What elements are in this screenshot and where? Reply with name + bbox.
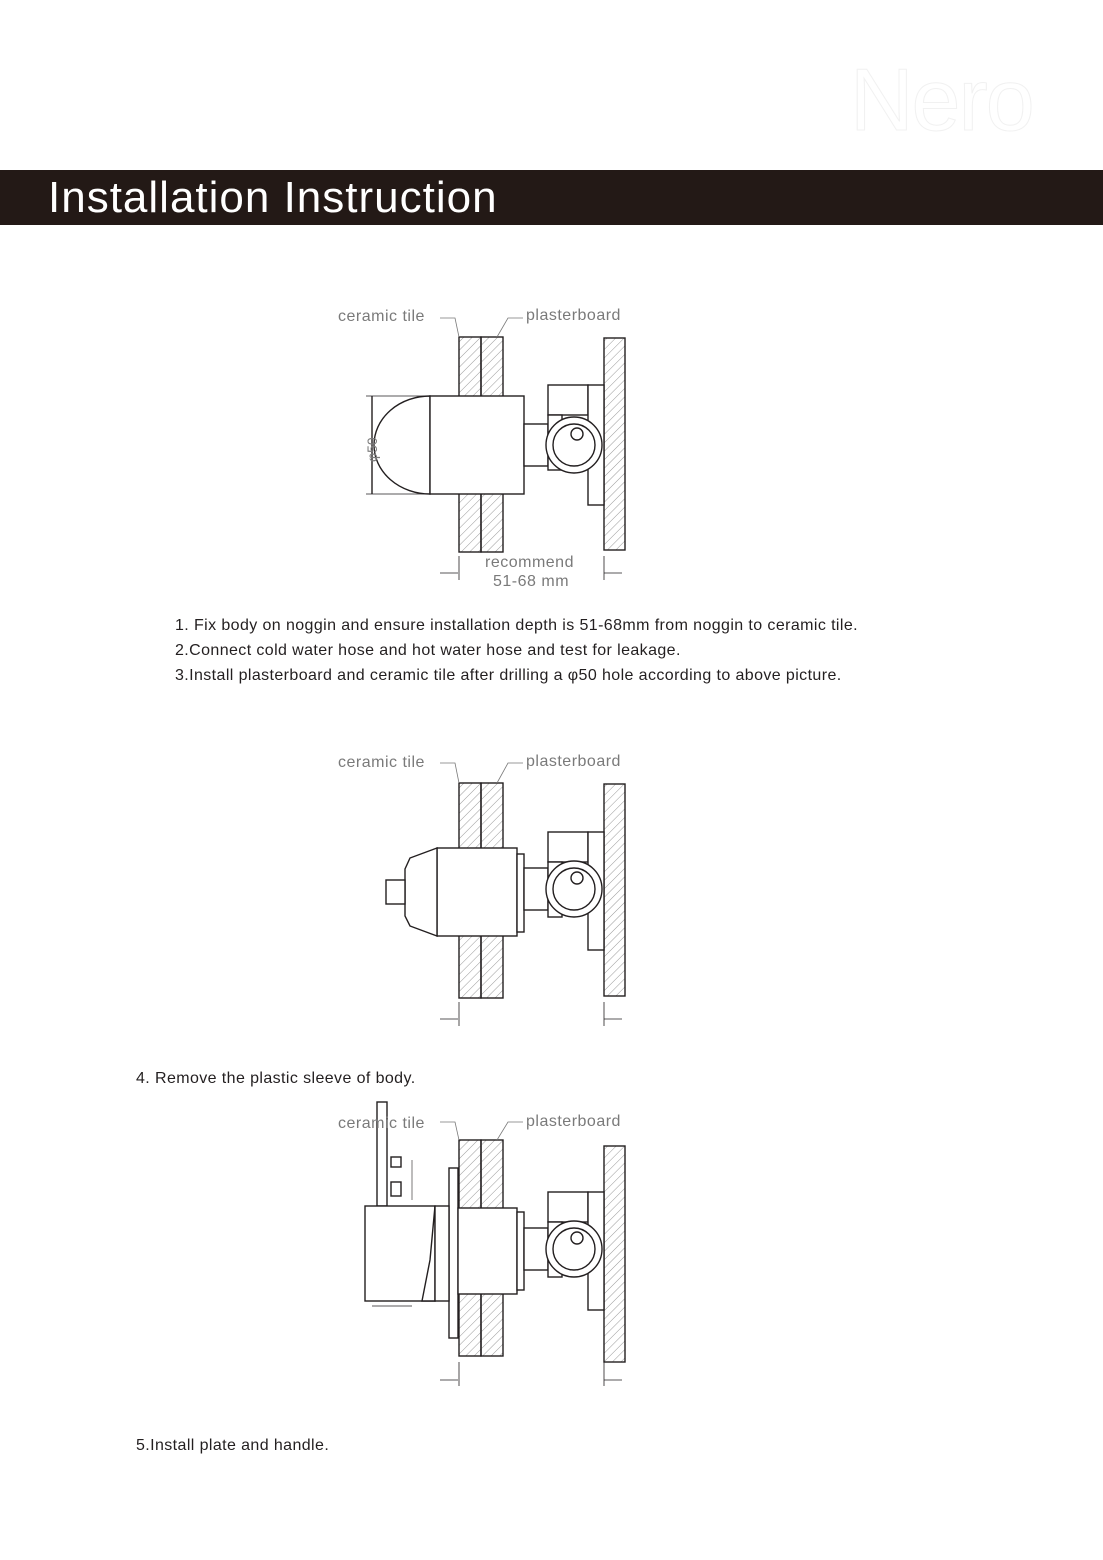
diagram-remove-sleeve bbox=[0, 746, 1103, 1066]
plasterboard-label: plasterboard bbox=[526, 753, 621, 770]
ceramic-tile-label: ceramic tile bbox=[338, 754, 425, 771]
step-3: 3.Install plasterboard and ceramic tile after drilling a φ50 hole according to above picture. bbox=[175, 667, 842, 684]
valve-body bbox=[437, 848, 517, 936]
noggin bbox=[604, 1146, 625, 1362]
diagram-3-drawing bbox=[0, 1100, 1103, 1400]
page-title: Installation Instruction bbox=[48, 173, 498, 222]
diagram-installation-depth bbox=[0, 300, 1103, 620]
step-4: 4. Remove the plastic sleeve of body. bbox=[136, 1070, 416, 1087]
diagram-2-drawing bbox=[0, 746, 1103, 1046]
brand-logo: Nero bbox=[850, 50, 1033, 149]
depth-range-label: 51-68 mm bbox=[493, 573, 570, 590]
title-bar bbox=[0, 170, 1103, 225]
valve-body bbox=[458, 1208, 517, 1294]
noggin bbox=[604, 784, 625, 996]
diagram-install-plate-handle bbox=[0, 1100, 1103, 1420]
step-2: 2.Connect cold water hose and hot water hose and test for leakage. bbox=[175, 642, 681, 659]
ceramic-tile-label: ceramic tile bbox=[338, 1115, 425, 1132]
plasterboard-label: plasterboard bbox=[526, 1113, 621, 1130]
cover-plate bbox=[449, 1168, 458, 1338]
ceramic-tile-label: ceramic tile bbox=[338, 308, 425, 325]
valve-body bbox=[430, 396, 524, 494]
step-1: 1. Fix body on noggin and ensure installation depth is 51-68mm from noggin to ceramic tile. bbox=[175, 617, 858, 634]
noggin bbox=[604, 338, 625, 550]
plasterboard-label: plasterboard bbox=[526, 307, 621, 324]
step-5: 5.Install plate and handle. bbox=[136, 1437, 330, 1454]
plastic-sleeve bbox=[374, 396, 430, 494]
valve-spindle bbox=[386, 880, 405, 904]
recommend-label: recommend bbox=[485, 554, 574, 571]
valve-front bbox=[405, 848, 437, 936]
diameter-dimension: φ50 bbox=[364, 437, 380, 462]
